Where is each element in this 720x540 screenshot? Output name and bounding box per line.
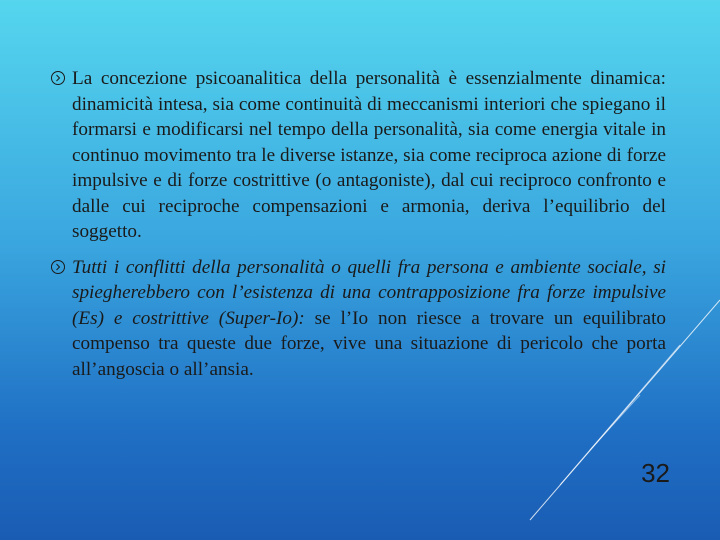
bullet-item xyxy=(50,66,666,245)
circled-arrow-icon xyxy=(50,70,66,86)
bullet-text-italic: Tutti i conflitti della personalità o quelli fra persona e ambiente sociale, si spiegherebbero con l’esistenza di una contrapposizione fra forze impulsive (Es) e costrittive (Super-Io): xyxy=(72,256,666,329)
bullet-text: se l’Io non riesce a trovare un equilibrato compenso tra queste due forze, vive una situazione di pericolo che porta all’angoscia o all’ansia. xyxy=(72,307,666,380)
slide-number: 32 xyxy=(641,458,670,488)
circled-arrow-icon xyxy=(50,259,66,275)
bullet-item xyxy=(50,255,666,383)
bullet-text: La concezione psicoanalitica della personalità è essenzialmente dinamica: dinamicità intesa, sia come continuità di meccanismi interiori che spiegano il formarsi e modificarsi nel tempo della personalità, sia come energia vitale in continuo movimento tra le diverse istanze, sia come reciproca azione di forze impulsive e di forze costrittive (o antagoniste), dal cui reciproco confronto e dalle cui reciproche compensazioni e armonia, deriva l’equilibrio del soggetto. xyxy=(72,68,666,242)
slide-content xyxy=(50,66,666,382)
decorative-line xyxy=(590,395,640,450)
